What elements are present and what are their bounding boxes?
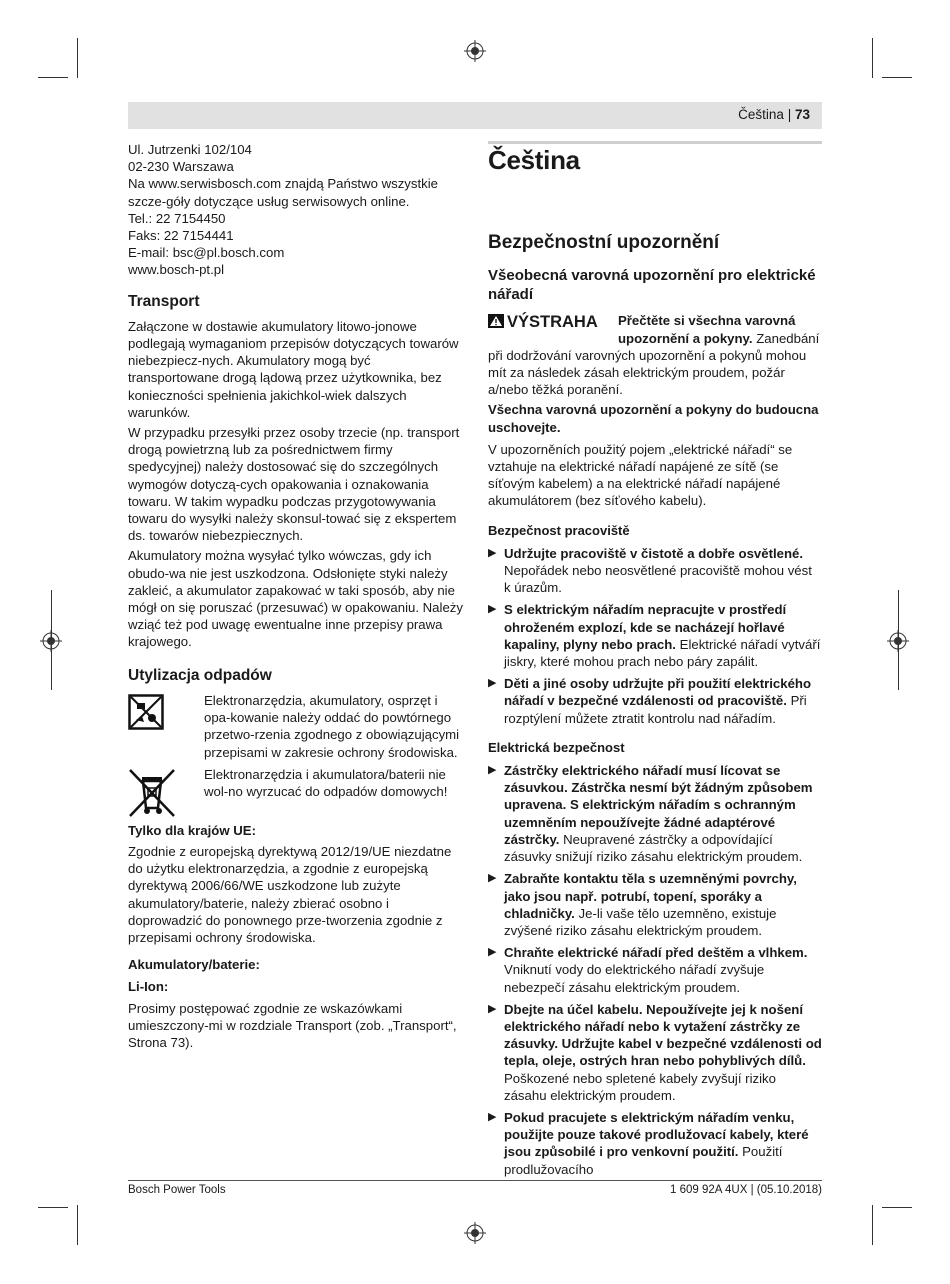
crop-mark	[898, 590, 899, 690]
right-column	[488, 141, 822, 1183]
left-column	[128, 141, 463, 1054]
general-warnings-heading: Všeobecná varovná upozornění pro elektrické nářadí	[488, 267, 816, 304]
term-text: V upozorněních použitý pojem „elektrické nářadí“ se vztahuje na elektrické nářadí napájené ze sítě (se síťovým kabelem) a na elektrické nářadí napájené akumulátorem (bez síťového kabelu).	[488, 441, 793, 509]
crop-mark	[51, 590, 52, 690]
eu-text: Zgodnie z europejską dyrektywą 2012/19/UE niezdatne do użytku elektronarzędzia, a zgodnie z europejską dyrektywą 2006/66/WE uszkodzone lub zużyte akumulatory/baterie, należy zbierać osobno i doprowadzić do ponownego prze-tworzenia zgodnie z przepisami ochrony środowiska.	[128, 843, 452, 945]
registration-mark-icon	[464, 40, 486, 62]
address-line: 02-230 Warszawa	[128, 159, 234, 175]
disposal-row-recycle	[128, 692, 463, 761]
warning-block	[488, 312, 822, 398]
page-header	[128, 102, 822, 129]
crop-mark	[872, 1205, 873, 1245]
address-line: Tel.: 22 7154450	[128, 210, 226, 226]
warning-text: Zanedbání při dodržování varovných upozornění a pokynů mohou mít za následek zásah elektrickým proudem, požár a/nebo těžká poranění.	[488, 330, 820, 398]
list-item: ▶ Zabraňte kontaktu těla s uzemněnými povrchy, jako jsou např. potrubí, topení, sporáky a chladničky. Je-li vaše tělo uzemněno, existuje zvýšené riziko zásahu elektrickým proudem.	[488, 871, 797, 938]
list-item: ▶ Dbejte na účel kabelu. Nepoužívejte jej k nošení elektrického nářadí nebo k vytažení zástrčky ze zásuvky. Udržujte kabel v bezpečné vzdálenosti od tepla, oleje, ostrých hran nebo pohyblivých dílů. Poškozené nebo spletené kabely zvyšují riziko zásahu elektrickým proudem.	[488, 1001, 822, 1103]
warning-bold: Přečtěte si všechna varovná upozornění a pokyny.	[618, 313, 796, 346]
address-line: Na www.serwisbosch.com znajdą Państwo wszystkie szcze-góły dotyczące usług serwisowych online.	[128, 176, 439, 209]
registration-mark-icon	[464, 1222, 486, 1244]
keep-notice: Všechna varovná upozornění a pokyny do budoucna uschovejte.	[488, 402, 819, 435]
language-title: Čeština	[488, 141, 822, 169]
address-line: E-mail: bsc@pl.bosch.com	[128, 245, 285, 261]
footer-rule	[128, 1180, 822, 1181]
warning-label: VÝSTRAHA	[488, 312, 618, 332]
header-text: Čeština | 73	[738, 107, 810, 122]
safety-heading: Bezpečnostní upozornění	[488, 232, 720, 254]
liion-text: Prosimy postępować zgodnie ze wskazówkami umieszczony-mi w rozdziale Transport (zob. „Transport“, Strona 73).	[128, 1000, 457, 1050]
crop-mark	[38, 77, 68, 78]
crossed-bin-icon	[128, 768, 176, 820]
footer-doc-id: 1 609 92A 4UX | (05.10.2018)	[670, 1184, 822, 1196]
header-language: Čeština	[738, 107, 784, 122]
address-line: www.bosch-pt.pl	[128, 262, 225, 278]
disposal-row-bin	[128, 766, 463, 806]
list-item: ▶ S elektrickým nářadím nepracujte v prostředí ohroženém explozí, kde se nacházejí hořlavé kapaliny, plyny nebo prach. Elektrické nářadí vytváří jiskry, které mohou prach nebo páry zapálit.	[488, 602, 821, 670]
list-item: ▶ Pokud pracujete s elektrickým nářadím venku, použijte pouze takové prodlužovací kabely, které jsou způsobilé i pro venkovní použití. Použití prodlužovacího	[488, 1109, 809, 1177]
transport-heading: Transport	[128, 292, 200, 310]
list-item: ▶ Chraňte elektrické nářadí před deštěm a vlhkem. Vniknutí vody do elektrického nářadí zvyšuje nebezpečí zásahu elektrickým proudem.	[488, 945, 808, 995]
electric-heading: Elektrická bezpečnost	[488, 739, 625, 755]
transport-paragraph: Załączone w dostawie akumulatory litowo-jonowe podlegają wymaganiom przepisów dotyczących towarów niebezpiecz-nych. Akumulatory mogą być transportowane drogą lądową przez użytkownika, bez konieczności spełnienia jakichkol-wiek dalszych warunków.	[128, 318, 459, 420]
list-item: ▶ Zástrčky elektrického nářadí musí lícovat se zásuvkou. Zástrčka nesmí být žádným způsobem upravena. S elektrickým nářadím s ochranným uzemněním nepoužívejte žádné adaptérové zástrčky. Neupravené zástrčky a odpovídající zásuvky snižují riziko zásahu elektrickým proudem.	[488, 763, 813, 865]
list-item: ▶ Děti a jiné osoby udržujte při použití elektrického nářadí v bezpečné vzdálenosti od pracoviště. Při rozptýlení můžete ztratit kontrolu nad nářadím.	[488, 676, 812, 726]
crop-mark	[38, 1207, 68, 1208]
recycling-box-icon	[128, 694, 164, 730]
crop-mark	[77, 1205, 78, 1245]
warning-triangle-icon	[488, 314, 504, 328]
transport-paragraph: Akumulatory można wysyłać tylko wówczas, gdy ich obudo-wa nie jest uszkodzona. Odsłonięte styki należy zakleić, a akumulator zapakować w taki sposób, aby nie mógł on się poruszać (przesuwać) w opakowaniu. Należy wziąć też pod uwagę ewentualne inne przepisy prawa krajowego.	[128, 548, 463, 650]
liion-heading: Li-Ion:	[128, 979, 169, 995]
disposal-text: Elektronarzędzia i akumulatora/baterii nie wol-no wyrzucać do odpadów domowych!	[204, 766, 448, 799]
crop-mark	[882, 77, 912, 78]
disposal-text: Elektronarzędzia, akumulatory, osprzęt i opa-kowanie należy oddać do powtórnego przetwo-rzenia zgodnego z obowiązującymi przepisami w zakresie ochrony środowiska.	[204, 692, 460, 760]
workplace-heading: Bezpečnost pracoviště	[488, 522, 630, 538]
crop-mark	[882, 1207, 912, 1208]
address-line: Faks: 22 7154441	[128, 228, 234, 244]
address-line: Ul. Jutrzenki 102/104	[128, 142, 252, 157]
disposal-heading: Utylizacja odpadów	[128, 666, 272, 684]
footer-brand: Bosch Power Tools	[128, 1184, 226, 1196]
crop-mark	[77, 38, 78, 78]
battery-heading: Akumulatory/baterie:	[128, 957, 260, 973]
eu-heading: Tylko dla krajów UE:	[128, 822, 256, 838]
page-number: 73	[794, 107, 810, 122]
address-block	[128, 141, 463, 279]
list-item: ▶ Udržujte pracoviště v čistotě a dobře osvětlené. Nepořádek nebo neosvětlené pracoviště mohou vést k úrazům.	[488, 545, 812, 596]
crop-mark	[872, 38, 873, 78]
transport-paragraph: W przypadku przesyłki przez osoby trzecie (np. transport drogą powietrzną lub za pośrednictwem firmy spedycyjnej) należy dostosować się do szczególnych wymogów dotyczą-cych opakowania i oznakowania towaru. W takim wypadku podczas przygotowywania towaru do wysyłki należy skonsul-tować się z ekspertem ds. towarów niebezpiecznych.	[128, 425, 460, 544]
